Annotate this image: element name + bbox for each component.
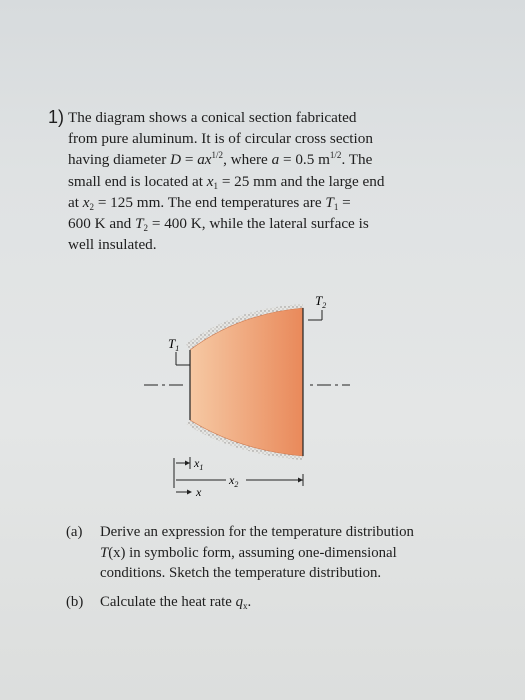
part-a-line: Derive an expression for the temperature distribution [100, 524, 414, 540]
part-b-label: (b) [66, 593, 84, 610]
problem-text [68, 107, 478, 255]
text-seg: x [206, 172, 214, 190]
part-a-line [100, 543, 486, 564]
x1-arrow-head [185, 461, 190, 466]
x-label: x [196, 485, 202, 499]
conical-section-diagram [140, 290, 370, 505]
text-seg: 1/2 [329, 150, 342, 161]
text-seg: 2 [143, 223, 149, 234]
text-seg: T [100, 544, 109, 561]
text-seg: x [82, 193, 90, 211]
text-seg: = 25 mm and the large end [218, 172, 385, 190]
problem-line: well insulated. [68, 236, 157, 254]
x-direction-arrow-head [187, 490, 192, 495]
text-seg: = 0.5 m [279, 151, 330, 169]
text-seg: 2 [89, 201, 95, 212]
part-b-line [100, 592, 486, 613]
part-b [66, 592, 486, 613]
problem-line [68, 149, 478, 170]
text-seg: = [338, 193, 351, 211]
text-seg: . [247, 593, 252, 610]
text-seg: a [271, 151, 280, 169]
text-seg: 1 [213, 180, 219, 191]
text-seg: x [242, 600, 248, 611]
text-seg: . The [341, 151, 373, 169]
text-seg: at [68, 193, 83, 211]
text-seg: = 125 mm. The end temperatures are [94, 193, 326, 211]
text-seg: 600 K and [68, 215, 136, 233]
t1-label: $T_1$ [168, 336, 180, 353]
problem-line [68, 192, 478, 213]
problem-parts [66, 522, 486, 620]
text-seg: T [325, 193, 334, 211]
part-a-label: (a) [66, 524, 83, 540]
text-seg: ax [197, 151, 212, 169]
problem-line [68, 171, 478, 192]
text-seg: = [181, 151, 198, 169]
text-seg: (x) in symbolic form, assuming one-dimensional [108, 544, 397, 561]
x2-arrow-head [298, 478, 303, 483]
problem-line: The diagram shows a conical section fabricated [68, 109, 357, 126]
x2-label: $x_2$ [229, 473, 239, 489]
text-seg: , where [223, 151, 272, 169]
text-seg: q [235, 593, 243, 610]
problem-line: from pure aluminum. It is of circular cross section [68, 130, 373, 148]
t2-label: $T_2$ [315, 293, 327, 310]
text-seg: small end is located at [68, 172, 207, 190]
problem-line [68, 213, 478, 234]
problem-statement [48, 107, 478, 255]
text-seg: having diameter [68, 151, 171, 169]
x1-label: $x_1$ [194, 456, 204, 472]
text-seg: 1 [333, 201, 339, 212]
text-seg: D [170, 151, 182, 169]
text-seg: T [135, 215, 144, 233]
text-seg: Calculate the heat rate [100, 593, 236, 610]
part-a [66, 522, 486, 584]
problem-number: 1) [48, 107, 65, 127]
part-a-line: conditions. Sketch the temperature distribution. [100, 565, 382, 581]
text-seg: = 400 K, while the lateral surface is [148, 215, 369, 233]
text-seg: 1/2 [211, 150, 224, 161]
